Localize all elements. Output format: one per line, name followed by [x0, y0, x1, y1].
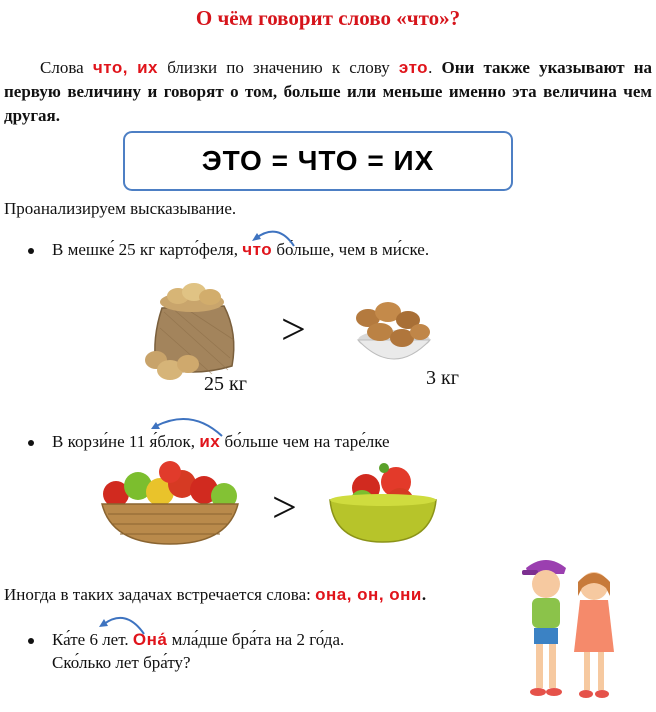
apple-plate-icon [326, 460, 440, 544]
left-weight-label: 25 кг [204, 373, 247, 395]
intro-mid: близки по значению к слову [167, 58, 390, 77]
example-3-pre: Ка́те 6 лет. [52, 630, 129, 649]
formula-box [123, 131, 513, 191]
potato-sack-icon [142, 278, 242, 383]
bullet-icon [28, 248, 34, 254]
example-3-post: мла́дше бра́та на 2 го́да. [171, 630, 345, 649]
sometimes-dot: . [421, 585, 427, 604]
sometimes-line [4, 585, 426, 605]
intro-pre: Слова [40, 58, 84, 77]
keyword-chto: что, [92, 58, 128, 77]
example-1 [28, 240, 429, 260]
bullet-icon [28, 638, 34, 644]
example-1-arrow-icon [250, 222, 300, 252]
example-3-arrow-icon [96, 608, 148, 638]
intro-paragraph [4, 56, 652, 128]
kids-illustration-icon [516, 552, 624, 704]
right-weight-label: 3 кг [426, 367, 459, 389]
intro-bold-text: Они также указывают на первую величину и говорят о том, больше или меньше именно эта величина чем другая. [4, 58, 653, 125]
example-3-keyword: Она́ [132, 630, 168, 649]
formula-text: ЭТО = ЧТО = ИХ [201, 145, 435, 176]
analyze-heading: Проанализируем высказывание. [4, 199, 237, 218]
potato-bowl-icon [348, 298, 440, 374]
greater-sign-1: > [281, 305, 306, 354]
example-2-keyword: их [199, 432, 221, 451]
keyword-eto: это [398, 58, 429, 77]
sometimes-text: Иногда в таких задачах встречается слова: [4, 585, 311, 604]
example-2-post: бо́льше чем на таре́лке [224, 432, 390, 451]
example-1-post: бо́льше, чем в ми́ске. [276, 240, 430, 259]
sometimes-keywords: она, он, они [315, 585, 422, 604]
example-1-keyword: что [242, 240, 273, 259]
example-3-question: Ско́лько лет бра́ту? [52, 653, 191, 672]
example-3 [28, 630, 344, 650]
apple-basket-icon [94, 460, 246, 546]
bullet-icon [28, 440, 34, 446]
page-title: О чём говорит слово «что»? [195, 6, 461, 30]
keyword-ikh: их [137, 58, 159, 77]
example-2-pre: В корзи́не 11 я́блок, [52, 432, 196, 451]
intro-dot: . [428, 58, 433, 77]
example-2-arrow-icon [148, 412, 228, 442]
greater-sign-2: > [272, 483, 297, 532]
example-1-pre: В мешке́ 25 кг карто́феля, [52, 240, 238, 259]
